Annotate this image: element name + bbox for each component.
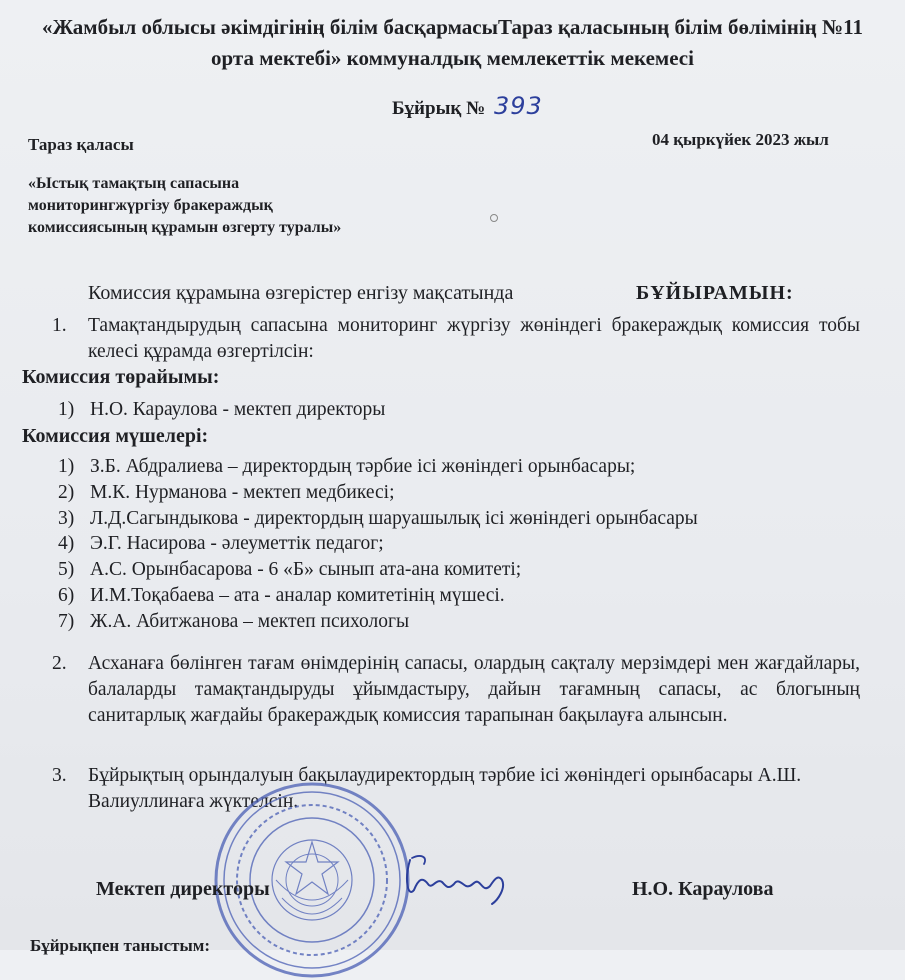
list-number: 1) [58, 456, 75, 477]
place-label: Тараз қаласы [28, 135, 134, 154]
acquainted-label: Бұйрықпен таныстым: [30, 936, 210, 955]
intro-text: Комиссия құрамына өзгерістер енгізу мақсатында [88, 282, 514, 304]
list-number: 1) [58, 399, 75, 420]
list-number: 6) [58, 584, 75, 606]
organization-header: «Жамбыл облысы әкімдігінің білім басқармасыТараз қаласының білім бөлімінің №11 орта мектебі» коммуналдық мемлекеттік мекемесі [42, 15, 863, 70]
item-text: Асханаға бөлінген тағам өнімдерінің сапасы, олардың сақталу мерзімдері мен жағдайлары, балаларды тамақтандыруды ұйымдастыру, дайын тағамның сапасы, ас блогының санитарлық жағдайы бракераждық комиссия тарапынан бақылауға алынсын. [88, 653, 860, 726]
order-word: БҰЙЫРАМЫН: [636, 282, 794, 304]
signature-icon [398, 850, 518, 910]
list-text: Ж.А. Абитжанова – мектеп психологы [90, 610, 410, 632]
item-text: Бұйрықтың орындалуын бақылаудиректордың тәрбие ісі жөніндегі орынбасары А.Ш. Валиуллинаға жүктелсін. [88, 765, 802, 812]
item-number: 3. [52, 765, 67, 786]
list-item [58, 506, 698, 532]
order-date: 04 қыркүйек 2023 жыл [652, 130, 829, 149]
list-number: 3) [58, 507, 75, 529]
order-item-1 [52, 313, 860, 365]
list-item [58, 583, 698, 609]
list-item [58, 531, 698, 557]
list-text: Э.Г. Насирова - әлеуметтік педагог; [90, 533, 384, 555]
order-number-handwritten: 393 [493, 92, 543, 120]
order-item-3 [52, 763, 812, 815]
list-item [58, 397, 385, 423]
chair-list [58, 397, 385, 423]
members-list [58, 454, 698, 635]
paper-mark [490, 214, 498, 222]
list-item [58, 480, 698, 506]
item-text: Тамақтандырудың сапасына мониторинг жүргізу жөніндегі бракераждық комиссия тобы келесі құрамда өзгертілсін: [88, 315, 860, 362]
list-text: И.М.Тоқабаева – ата - аналар комитетінің мүшесі. [90, 584, 505, 606]
item-number: 2. [52, 653, 67, 674]
list-item [58, 609, 698, 635]
list-text: Л.Д.Сагындыкова - директордың шаруашылық ісі жөніндегі орынбасары [90, 507, 698, 529]
order-number-line [392, 92, 543, 120]
list-item [58, 557, 698, 583]
list-item [58, 454, 698, 480]
item-number: 1. [52, 315, 67, 336]
list-text: Н.О. Караулова - мектеп директоры [90, 399, 386, 420]
list-number: 2) [58, 481, 75, 503]
order-subject: «Ыстық тамақтың сапасына мониторингжүргізу бракераждық комиссиясының құрамын өзгерту туралы» [28, 175, 342, 236]
chair-heading: Комиссия төрайымы: [22, 366, 220, 388]
list-text: А.С. Орынбасарова - 6 «Б» сынып ата-ана комитеті; [90, 559, 522, 581]
list-text: З.Б. Абдралиева – директордың тәрбие ісі жөніндегі орынбасары; [90, 456, 636, 477]
order-item-2 [52, 651, 860, 729]
director-name: Н.О. Караулова [632, 878, 774, 900]
list-text: М.К. Нурманова - мектеп медбикесі; [90, 481, 395, 503]
members-heading: Комиссия мүшелері: [22, 425, 209, 447]
list-number: 7) [58, 610, 75, 632]
director-position: Мектеп директоры [96, 878, 270, 900]
list-number: 4) [58, 533, 75, 555]
order-label: Бұйрық № [392, 98, 486, 119]
list-number: 5) [58, 559, 75, 581]
